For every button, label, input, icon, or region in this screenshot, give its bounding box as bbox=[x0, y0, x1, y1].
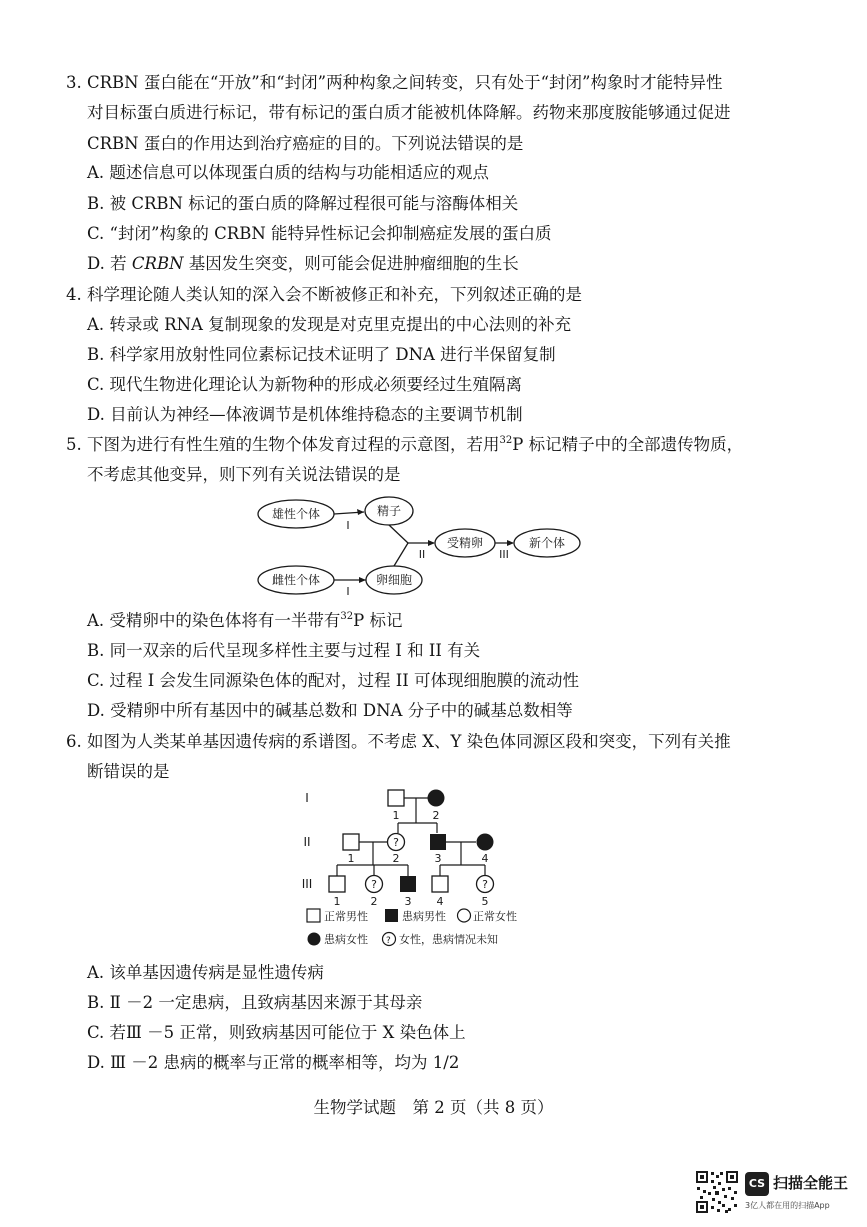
q6-option-b: B. Ⅱ －2 一定患病，且致病基因来源于其母亲 bbox=[87, 993, 423, 1012]
legend-affected-male-label: 患病男性 bbox=[402, 910, 446, 923]
pedigree-III-4-normal-male bbox=[432, 876, 448, 892]
female-individual-label: 雌性个体 bbox=[271, 573, 321, 587]
stage-1-label-bottom: I bbox=[346, 585, 350, 598]
reproduction-diagram bbox=[250, 490, 590, 600]
q3-option-a: A. 题述信息可以体现蛋白质的结构与功能相适应的观点 bbox=[87, 163, 489, 182]
q5-option-d: D. 受精卵中所有基因中的碱基总数和 DNA 分子中的碱基总数相等 bbox=[87, 701, 573, 720]
legend-normal-male-symbol bbox=[307, 909, 320, 922]
q3-stem-line3: CRBN 蛋白的作用达到治疗癌症的目的。下列说法错误的是 bbox=[87, 134, 524, 153]
q5-option-a: A. 受精卵中的染色体将有一半带有$^{32}$P 标记 bbox=[87, 611, 403, 630]
pedigree-II-1-normal-male bbox=[343, 834, 359, 850]
index-label: 2 bbox=[370, 895, 378, 908]
stage-1-label-top: I bbox=[346, 519, 350, 532]
gene-name-italic: CRBN bbox=[131, 254, 184, 273]
q5-option-b: B. 同一双亲的后代呈现多样性主要与过程 I 和 II 有关 bbox=[87, 641, 481, 660]
stage-3-label: III bbox=[499, 548, 509, 561]
q3-stem-line2: 对目标蛋白质进行标记，带有标记的蛋白质才能被机体降解。药物来那度胺能够通过促进 bbox=[87, 103, 731, 122]
pedigree-III-3-affected-male bbox=[400, 876, 416, 892]
q4-option-a: A. 转录或 RNA 复制现象的发现是对克里克提出的中心法则的补充 bbox=[87, 315, 572, 334]
pedigree-II-4-affected-female bbox=[477, 834, 494, 851]
q6-option-a: A. 该单基因遗传病是显性遗传病 bbox=[87, 963, 324, 982]
index-label: 3 bbox=[404, 895, 412, 908]
scanner-app-name: 扫描全能王 bbox=[773, 1174, 849, 1192]
pedigree-I-1-normal-male bbox=[388, 790, 404, 806]
unknown-mark: ? bbox=[371, 878, 377, 891]
generation-II-label: II bbox=[303, 835, 311, 849]
index-label: 2 bbox=[392, 852, 400, 865]
q6-option-c: C. 若Ⅲ －5 正常，则致病基因可能位于 X 染色体上 bbox=[87, 1023, 466, 1042]
q4-option-b: B. 科学家用放射性同位素标记技术证明了 DNA 进行半保留复制 bbox=[87, 345, 556, 364]
index-label: 5 bbox=[481, 895, 489, 908]
index-label: 1 bbox=[347, 852, 355, 865]
q6-option-d: D. Ⅲ －2 患病的概率与正常的概率相等，均为 1/2 bbox=[87, 1053, 460, 1072]
index-label: 4 bbox=[481, 852, 489, 865]
page-footer: 生物学试题 第 2 页（共 8 页） bbox=[313, 1098, 554, 1117]
q6-stem-line1: 6. 如图为人类某单基因遗传病的系谱图。不考虑 X、Y 染色体同源区段和突变，下列有关推 bbox=[66, 732, 731, 751]
pedigree-II-3-affected-male bbox=[430, 834, 446, 850]
scanner-tagline: 3亿人都在用的扫描App bbox=[745, 1201, 830, 1210]
zygote-label: 受精卵 bbox=[446, 536, 484, 550]
legend-affected-male-symbol bbox=[385, 909, 398, 922]
unknown-mark: ? bbox=[386, 936, 391, 946]
generation-I-label: I bbox=[305, 791, 309, 805]
index-label: 1 bbox=[333, 895, 341, 908]
new-individual-label: 新个体 bbox=[528, 536, 566, 550]
index-label: 4 bbox=[436, 895, 444, 908]
index-label: 2 bbox=[432, 809, 440, 822]
unknown-mark: ? bbox=[482, 878, 488, 891]
q6-stem-line2: 断错误的是 bbox=[87, 762, 170, 781]
generation-III-label: III bbox=[301, 877, 313, 891]
stage-2-label: II bbox=[418, 548, 426, 561]
egg-label: 卵细胞 bbox=[375, 573, 413, 587]
qr-code-icon bbox=[695, 1170, 739, 1214]
q4-stem: 4. 科学理论随人类认知的深入会不断被修正和补充，下列叙述正确的是 bbox=[66, 285, 582, 304]
q4-option-c: C. 现代生物进化理论认为新物种的形成必须要经过生殖隔离 bbox=[87, 375, 523, 394]
pedigree-III-1-normal-male bbox=[329, 876, 345, 892]
q3-option-d: D. 若 CRBN 基因发生突变，则可能会促进肿瘤细胞的生长 bbox=[87, 254, 519, 273]
unknown-mark: ? bbox=[393, 836, 399, 849]
pedigree-chart bbox=[295, 785, 535, 955]
sperm-label: 精子 bbox=[376, 504, 402, 518]
q5-stem-line1: 5. 下图为进行有性生殖的生物个体发育过程的示意图，若用$^{32}$P 标记精子中的全部遗传物质， bbox=[66, 435, 744, 454]
q5-stem-line2: 不考虑其他变异，则下列有关说法错误的是 bbox=[87, 465, 401, 484]
legend-unknown-female-label: 女性，患病情况未知 bbox=[399, 933, 498, 946]
q4-option-d: D. 目前认为神经—体液调节是机体维持稳态的主要调节机制 bbox=[87, 405, 523, 424]
q3-option-c: C. “封闭”构象的 CRBN 能特异性标记会抑制癌症发展的蛋白质 bbox=[87, 224, 552, 243]
legend-normal-male-label: 正常男性 bbox=[324, 910, 368, 923]
legend-affected-female-label: 患病女性 bbox=[324, 933, 368, 946]
legend-normal-female-symbol bbox=[458, 909, 471, 922]
male-individual-label: 雄性个体 bbox=[271, 507, 321, 521]
q3-option-b: B. 被 CRBN 标记的蛋白质的降解过程很可能与溶酶体相关 bbox=[87, 194, 519, 213]
legend-affected-female-symbol bbox=[308, 933, 321, 946]
q5-option-c: C. 过程 I 会发生同源染色体的配对，过程 II 可体现细胞膜的流动性 bbox=[87, 671, 580, 690]
legend-normal-female-label: 正常女性 bbox=[473, 910, 517, 923]
index-label: 3 bbox=[434, 852, 442, 865]
pedigree-I-2-affected-female bbox=[428, 790, 445, 807]
camscanner-logo-icon: CS bbox=[745, 1172, 769, 1196]
q3-stem-line1: 3. CRBN 蛋白能在“开放”和“封闭”两种构象之间转变，只有处于“封闭”构象时才能特异性 bbox=[66, 73, 723, 92]
index-label: 1 bbox=[392, 809, 400, 822]
